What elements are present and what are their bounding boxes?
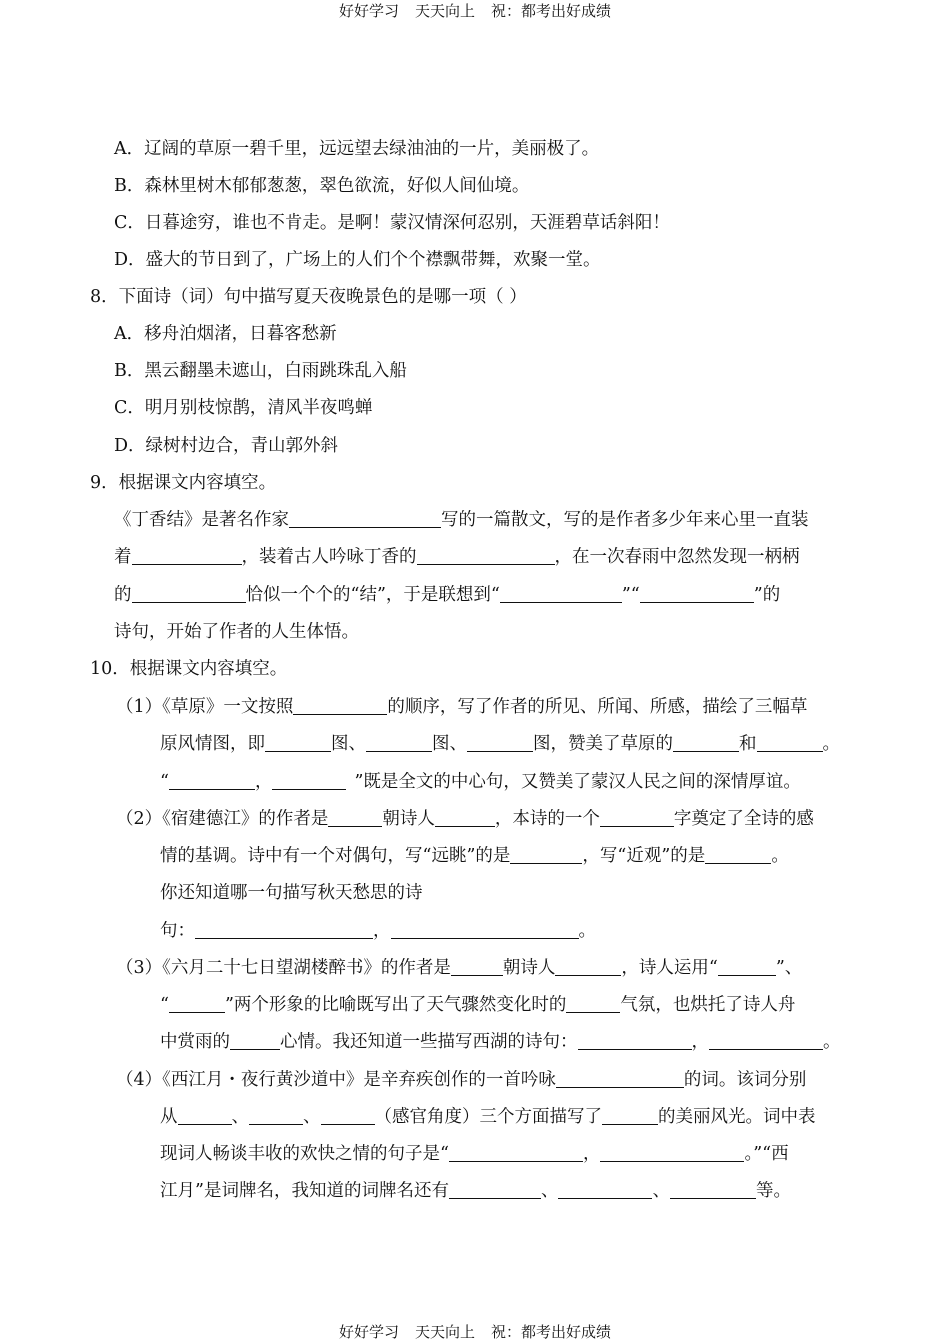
q9-text: 的 [114,585,132,605]
q10-p2-line-1 [116,807,814,831]
q10-text: （3）《六月二十七日望湖楼醉书》的作者是 [116,958,451,978]
footer-mid: 天天向上 [414,1323,475,1341]
answer-blank[interactable] [132,546,242,565]
q10-text: （1）《草原》一文按照 [116,697,294,717]
answer-blank[interactable] [449,1180,541,1199]
q10-text: 、 [652,1181,670,1201]
answer-blank[interactable] [578,1031,692,1050]
q9-text: 《丁香结》是著名作家 [114,510,289,530]
q10-p4-line-2 [160,1105,816,1129]
q10-text: 图、 [432,734,467,754]
answer-blank[interactable] [366,733,432,752]
q8-option-c: C．明月别枝惊鹊，清风半夜鸣蝉 [114,398,373,418]
q10-text: ， [254,772,273,792]
answer-blank[interactable] [435,808,495,827]
answer-blank[interactable] [451,957,503,976]
answer-blank[interactable] [757,733,823,752]
q10-text: ，诗人运用“ [621,958,718,978]
q10-text: 气氛，也烘托了诗人舟 [620,995,796,1015]
q10-text: 的顺序，写了作者的所见、所闻、所感，描绘了三幅草 [387,697,808,717]
q10-p4-line-1 [116,1068,806,1092]
q10-text: ”既是全文的中心句，又赞美了蒙汉人民之间的深情厚谊。 [354,772,801,792]
answer-blank[interactable] [132,584,246,603]
q10-p2-line-3: 你还知道哪一句描写秋天愁思的诗 [160,883,423,903]
header-mid: 天天向上 [414,2,475,20]
q10-text: 句： [160,921,195,941]
q10-p1-line-3 [160,770,801,794]
q9-line-4: 诗句，开始了作者的人生体悟。 [114,622,359,642]
q10-p3-line-3 [160,1030,841,1054]
q9-line-1 [114,508,809,532]
answer-blank[interactable] [555,957,621,976]
answer-blank[interactable] [230,1031,280,1050]
answer-blank[interactable] [169,994,225,1013]
answer-blank[interactable] [709,1031,823,1050]
q10-text: 。”“西 [744,1144,789,1164]
answer-blank[interactable] [600,808,674,827]
q10-p2-line-4 [160,919,596,943]
q10-text: 朝诗人 [502,958,556,978]
q10-text: 中赏雨的 [160,1032,230,1052]
q10-text: ， [582,1144,601,1164]
q10-text: 。 [578,921,596,941]
answer-blank[interactable] [178,1106,232,1125]
answer-blank[interactable] [566,994,620,1013]
answer-blank[interactable] [510,845,582,864]
q10-text: 心情。我还知道一些描写西湖的诗句： [280,1032,578,1052]
q10-text: （4）《西江月・夜行黄沙道中》是辛弃疾创作的一首吟咏 [116,1070,556,1090]
answer-blank[interactable] [249,1106,303,1125]
footer-right: 祝：都考出好成绩 [491,1323,612,1341]
q9-text: 着 [114,547,132,567]
q7-option-c: C．日暮途穷，谁也不肯走。是啊！蒙汉情深何忍别，天涯碧草话斜阳！ [114,213,670,233]
answer-blank[interactable] [670,1180,756,1199]
q9-stem: 9．根据课文内容填空。 [90,473,277,493]
q10-text: ， [691,1032,709,1052]
q8-stem: 8．下面诗（词）句中描写夏天夜晚景色的是哪一项（ ） [90,287,527,307]
q10-text: 、 [540,1181,559,1201]
q7-option-d: D．盛大的节日到了，广场上的人们个个襟飘带舞，欢聚一堂。 [114,250,601,270]
q9-text: 写的一篇散文，写的是作者多少年来心里一直装 [441,510,809,530]
q10-p4-line-4 [160,1179,791,1203]
answer-blank[interactable] [328,808,382,827]
q10-text: “ [160,772,169,792]
q10-text: 从 [160,1107,178,1127]
q10-text: 、 [231,1107,249,1127]
answer-blank[interactable] [602,1106,658,1125]
q8-option-a: A．移舟泊烟渚，日暮客愁新 [114,324,337,344]
answer-blank[interactable] [718,957,776,976]
q10-text: 字奠定了全诗的感 [673,809,814,829]
q10-text: ，写“近观”的是 [582,846,706,866]
q9-text: ”的 [753,585,781,605]
q10-p4-line-3 [160,1142,789,1166]
q10-text: （2）《宿建德江》的作者是 [116,809,329,829]
answer-blank[interactable] [272,771,346,790]
q9-text: ，装着古人吟咏丁香的 [241,547,417,567]
q10-p1-line-2 [160,732,840,756]
answer-blank[interactable] [640,584,754,603]
q8-option-d: D．绿树村边合，青山郭外斜 [114,436,339,456]
header-right: 祝：都考出好成绩 [491,2,612,20]
q10-p2-line-2 [160,844,789,868]
q10-stem: 10．根据课文内容填空。 [90,659,288,679]
q10-text: 的美丽风光。词中表 [658,1107,816,1127]
answer-blank[interactable] [467,733,533,752]
q10-text: 图，赞美了草原的 [533,734,673,754]
q10-text: 的词。该词分别 [683,1070,807,1090]
answer-blank[interactable] [289,509,441,528]
q8-option-b: B．黑云翻墨未遮山，白雨跳珠乱入船 [114,361,407,381]
q10-text: 图、 [331,734,366,754]
q9-text: ”“ [621,585,640,605]
answer-blank[interactable] [600,1143,744,1162]
q10-text: ， [373,921,391,941]
q10-text: 。 [823,1032,841,1052]
answer-blank[interactable] [673,733,739,752]
q10-text: 。 [771,846,789,866]
q10-text: 等。 [755,1181,791,1201]
q10-text: 江月”是词牌名，我知道的词牌名还有 [160,1181,449,1201]
header-left: 好好学习 [338,2,399,20]
q9-text: ，在一次春雨中忽然发现一柄柄 [554,547,800,567]
q10-p1-line-1 [116,695,807,719]
q10-text: ，本诗的一个 [494,809,600,829]
q10-text: 现词人畅谈丰收的欢快之情的句子是“ [160,1144,449,1164]
q10-text: 、 [303,1107,321,1127]
q10-text: ”、 [775,958,803,978]
q7-option-a: A．辽阔的草原一碧千里，远远望去绿油油的一片，美丽极了。 [114,139,600,159]
page-footer [0,1321,950,1342]
answer-blank[interactable] [265,733,331,752]
answer-blank[interactable] [417,546,555,565]
q10-text: 原风情图，即 [160,734,265,754]
q10-text: ”两个形象的比喻既写出了天气骤然变化时的 [224,995,567,1015]
q10-text: 朝诗人 [382,809,435,829]
answer-blank[interactable] [558,1180,652,1199]
q7-option-b: B．森林里树木郁郁葱葱，翠色欲流，好似人间仙境。 [114,176,530,196]
q10-text: 和 [739,734,757,754]
answer-blank[interactable] [449,1143,583,1162]
q9-text: 恰似一个个的“结”，于是联想到“ [245,585,500,605]
q10-p3-line-2 [160,993,795,1017]
q10-p3-line-1 [116,956,802,980]
answer-blank[interactable] [705,845,771,864]
answer-blank[interactable] [321,1106,375,1125]
q9-line-2 [114,545,800,569]
page-header [0,0,950,21]
answer-blank[interactable] [556,1069,684,1088]
answer-blank[interactable] [293,696,387,715]
footer-left: 好好学习 [338,1323,399,1341]
answer-blank[interactable] [391,920,579,939]
q9-line-3 [114,583,780,607]
answer-blank[interactable] [500,584,622,603]
q10-text: “ [160,995,169,1015]
answer-blank[interactable] [195,920,373,939]
q10-text: 情的基调。诗中有一个对偶句，写“远眺”的是 [160,846,511,866]
answer-blank[interactable] [169,771,255,790]
q10-text: 。 [822,734,840,754]
q10-text: （感官角度）三个方面描写了 [374,1107,602,1127]
